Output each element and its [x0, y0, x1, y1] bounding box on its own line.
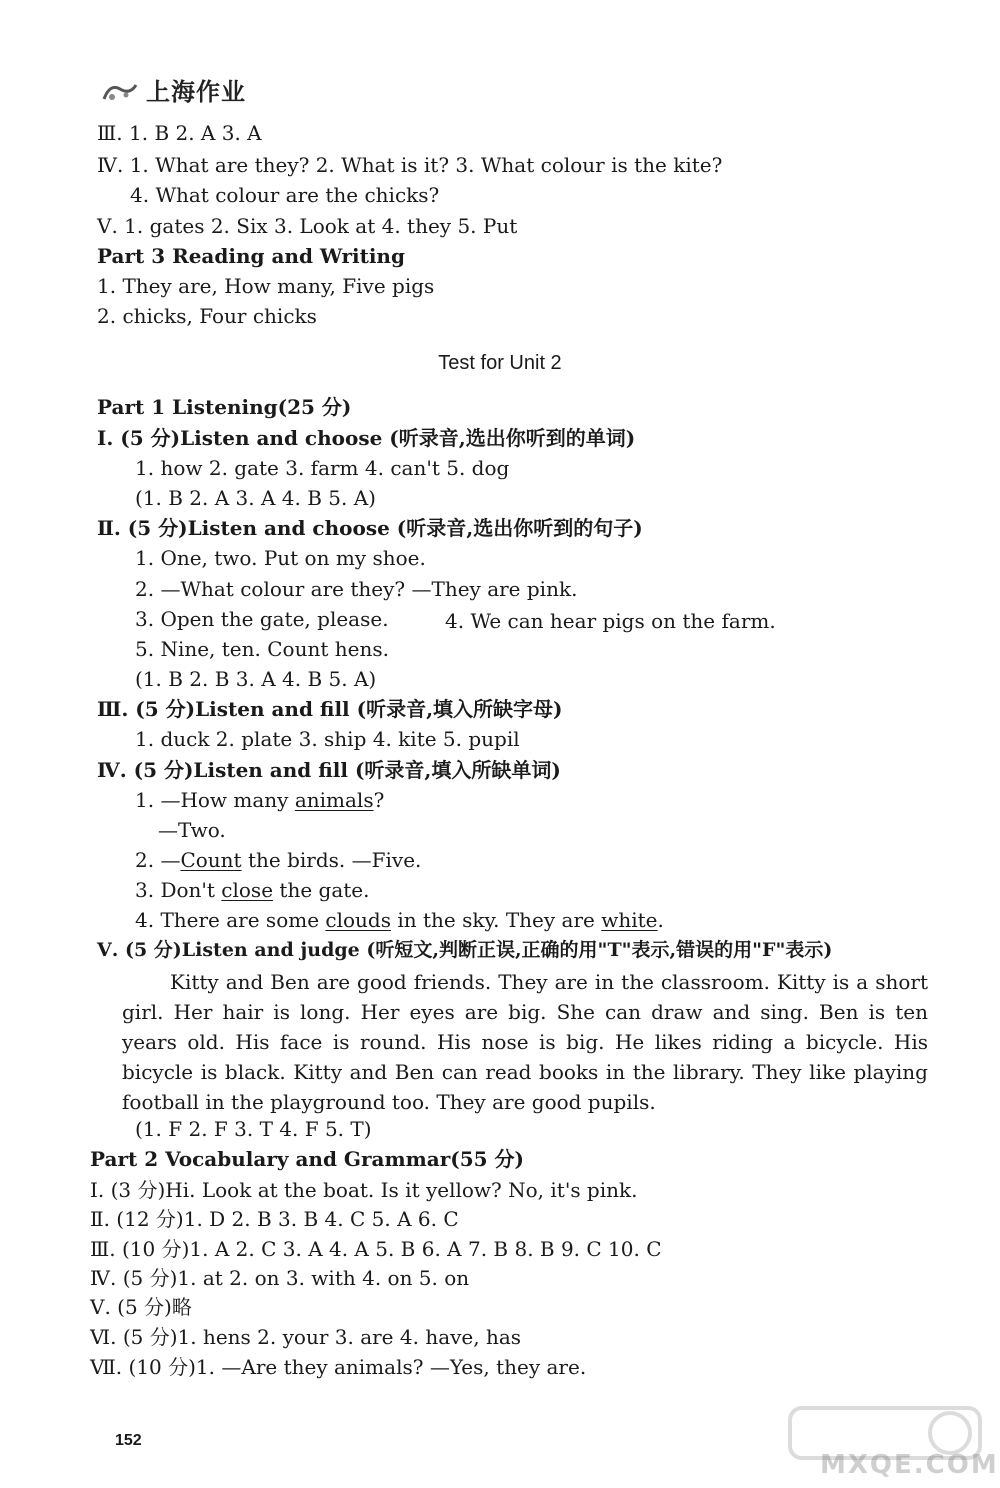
- section-heading: Ⅳ. (5 分)Listen and fill (听录音,填入所缺单词): [97, 758, 561, 782]
- answer-line: 1. how 2. gate 3. farm 4. can't 5. dog: [135, 456, 510, 480]
- section-heading: Ⅱ. (5 分)Listen and choose (听录音,选出你听到的句子): [97, 516, 643, 540]
- answer-line: 3. Open the gate, please.: [135, 607, 389, 631]
- answer-line: Ⅳ. 1. What are they? 2. What is it? 3. What colour is the kite?: [97, 153, 723, 177]
- section-heading: Ⅲ. (5 分)Listen and fill (听录音,填入所缺字母): [97, 697, 563, 721]
- answer-line: 5. Nine, ten. Count hens.: [135, 637, 389, 661]
- answer-line: (1. B 2. A 3. A 4. B 5. A): [135, 486, 376, 510]
- filled-answer: clouds: [325, 908, 391, 932]
- series-title: 上海作业: [146, 78, 246, 106]
- part-heading: Part 1 Listening(25 分): [97, 395, 352, 419]
- filled-answer: white: [601, 908, 658, 932]
- answer-text: the birds. —Five.: [241, 848, 422, 872]
- unit-title: Test for Unit 2: [438, 352, 562, 374]
- answer-line: 2. —What colour are they? —They are pink.: [135, 577, 578, 601]
- section-heading: Ⅰ. (5 分)Listen and choose (听录音,选出你听到的单词): [97, 426, 636, 450]
- page-header: [100, 72, 246, 107]
- filled-answer: animals: [294, 788, 374, 812]
- publisher-logo-icon: [100, 75, 140, 105]
- answer-line: Ⅴ. 1. gates 2. Six 3. Look at 4. they 5. Put: [97, 214, 518, 238]
- part-heading: Part 3 Reading and Writing: [97, 244, 405, 268]
- answer-text: 2. —: [135, 848, 181, 872]
- answer-line: (1. F 2. F 3. T 4. F 5. T): [135, 1117, 372, 1141]
- answer-line: Ⅲ. (10 分)1. A 2. C 3. A 4. A 5. B 6. A 7. B 8. B 9. C 10. C: [90, 1237, 662, 1261]
- listening-passage: Kitty and Ben are good friends. They are in the classroom. Kitty is a short girl. Her hair is long. Her eyes are big. She can draw and sing. Ben is ten years old. His face is round. His nose is big. He likes riding a bicycle. His bicycle is black. Kitty and Ben can read books in the library. They like playing football in the playground too. They are good pupils.: [122, 970, 928, 1114]
- answer-line: Ⅴ. (5 分)略: [90, 1295, 192, 1319]
- answer-line: —Two.: [158, 818, 226, 842]
- answer-line: Ⅳ. (5 分)1. at 2. on 3. with 4. on 5. on: [90, 1266, 470, 1290]
- answer-line: (1. B 2. B 3. A 4. B 5. A): [135, 667, 377, 691]
- answer-line: 2. chicks, Four chicks: [97, 304, 317, 328]
- answer-line: 1. They are, How many, Five pigs: [97, 274, 435, 298]
- answer-line: [135, 907, 664, 933]
- answer-text: in the sky. They are: [390, 908, 602, 932]
- filled-answer: Count: [180, 848, 242, 872]
- watermark-text: MXQE.COM: [820, 1450, 999, 1480]
- answer-text: ?: [373, 788, 385, 812]
- filled-answer: close: [221, 878, 274, 902]
- answer-text: the gate.: [273, 878, 370, 902]
- answer-line: Ⅶ. (10 分)1. —Are they animals? —Yes, they are.: [90, 1355, 587, 1379]
- answer-line: 4. We can hear pigs on the farm.: [445, 609, 776, 633]
- answer-line: Ⅰ. (3 分)Hi. Look at the boat. Is it yellow? No, it's pink.: [90, 1178, 638, 1202]
- answer-line: 1. duck 2. plate 3. ship 4. kite 5. pupil: [135, 727, 520, 751]
- page-number: 152: [115, 1432, 142, 1449]
- answer-line: Ⅱ. (12 分)1. D 2. B 3. B 4. C 5. A 6. C: [90, 1207, 459, 1231]
- answer-text: 4. There are some: [135, 908, 326, 932]
- answer-line: [135, 787, 384, 813]
- answer-text: 3. Don't: [135, 878, 222, 902]
- answer-line: Ⅵ. (5 分)1. hens 2. your 3. are 4. have, has: [90, 1325, 522, 1349]
- answer-text: .: [657, 908, 664, 932]
- answer-line: 1. One, two. Put on my shoe.: [135, 546, 426, 570]
- answer-line: [135, 877, 369, 903]
- answer-line: [135, 847, 421, 873]
- answer-line: 4. What colour are the chicks?: [130, 183, 440, 207]
- part-heading: Part 2 Vocabulary and Grammar(55 分): [90, 1147, 525, 1171]
- answer-line: Ⅲ. 1. B 2. A 3. A: [97, 121, 262, 145]
- section-heading: Ⅴ. (5 分)Listen and judge (听短文,判断正误,正确的用"T"表示,错误的用"F"表示): [97, 939, 833, 961]
- answer-text: 1. —How many: [135, 788, 295, 812]
